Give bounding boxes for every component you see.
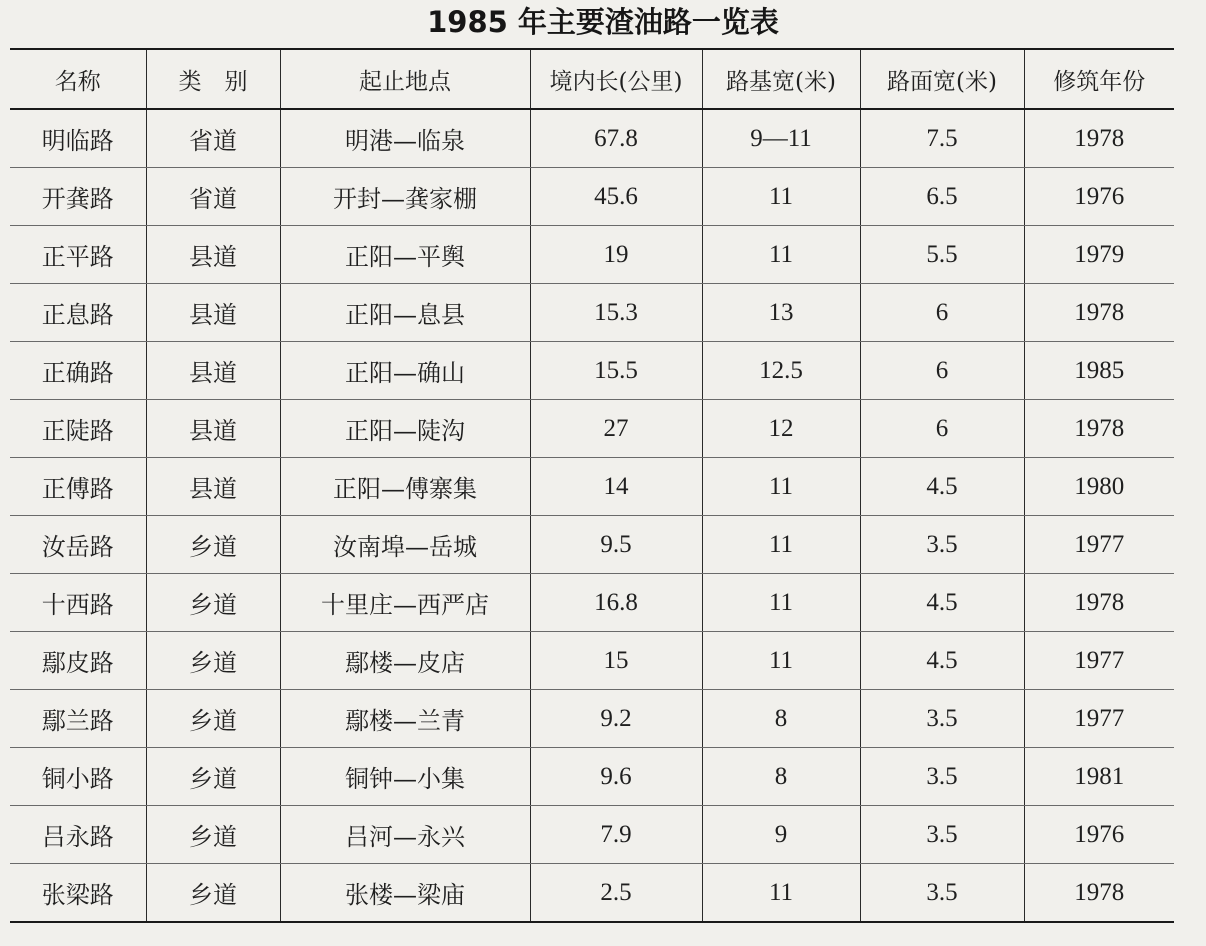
category-cell: 省道	[146, 109, 280, 168]
category-cell: 乡道	[146, 806, 280, 864]
route-cell: 正阳—傅寨集	[280, 458, 530, 516]
pavement-width-cell: 5.5	[860, 226, 1024, 284]
column-header-pavement-width: 路面宽(米)	[860, 49, 1024, 109]
category-cell: 乡道	[146, 574, 280, 632]
road-name-cell: 正傅路	[10, 458, 146, 516]
roadbed-width-cell: 11	[702, 864, 860, 923]
length-cell: 67.8	[530, 109, 702, 168]
table-row	[10, 864, 1174, 923]
column-header-roadbed-width: 路基宽(米)	[702, 49, 860, 109]
year-cell: 1978	[1024, 109, 1174, 168]
roadbed-width-cell: 11	[702, 632, 860, 690]
roadbed-width-cell: 11	[702, 574, 860, 632]
table-row	[10, 342, 1174, 400]
route-cell: 正阳—平舆	[280, 226, 530, 284]
route-cell: 十里庄—西严店	[280, 574, 530, 632]
road-name-cell: 正陡路	[10, 400, 146, 458]
category-cell: 县道	[146, 400, 280, 458]
road-name-cell: 正确路	[10, 342, 146, 400]
road-name-cell: 十西路	[10, 574, 146, 632]
length-cell: 14	[530, 458, 702, 516]
road-name-cell: 吕永路	[10, 806, 146, 864]
year-cell: 1976	[1024, 806, 1174, 864]
pavement-width-cell: 4.5	[860, 574, 1024, 632]
category-cell: 县道	[146, 342, 280, 400]
roadbed-width-cell: 11	[702, 226, 860, 284]
table-row	[10, 748, 1174, 806]
pavement-width-cell: 7.5	[860, 109, 1024, 168]
road-name-cell: 张梁路	[10, 864, 146, 923]
length-cell: 19	[530, 226, 702, 284]
route-cell: 张楼—梁庙	[280, 864, 530, 923]
route-cell: 铜钟—小集	[280, 748, 530, 806]
roadbed-width-cell: 11	[702, 516, 860, 574]
route-cell: 鄢楼—皮店	[280, 632, 530, 690]
category-cell: 乡道	[146, 864, 280, 923]
year-cell: 1981	[1024, 748, 1174, 806]
pavement-width-cell: 3.5	[860, 806, 1024, 864]
year-cell: 1978	[1024, 400, 1174, 458]
year-cell: 1977	[1024, 516, 1174, 574]
length-cell: 9.6	[530, 748, 702, 806]
road-name-cell: 汝岳路	[10, 516, 146, 574]
pavement-width-cell: 3.5	[860, 864, 1024, 923]
roadbed-width-cell: 12.5	[702, 342, 860, 400]
category-cell: 省道	[146, 168, 280, 226]
table-body	[10, 109, 1174, 922]
road-name-cell: 鄢兰路	[10, 690, 146, 748]
year-cell: 1978	[1024, 864, 1174, 923]
year-cell: 1985	[1024, 342, 1174, 400]
roads-table	[10, 48, 1174, 923]
length-cell: 2.5	[530, 864, 702, 923]
roadbed-width-cell: 8	[702, 748, 860, 806]
route-cell: 正阳—息县	[280, 284, 530, 342]
year-cell: 1977	[1024, 690, 1174, 748]
pavement-width-cell: 6.5	[860, 168, 1024, 226]
length-cell: 9.5	[530, 516, 702, 574]
pavement-width-cell: 4.5	[860, 458, 1024, 516]
category-cell: 县道	[146, 284, 280, 342]
route-cell: 正阳—确山	[280, 342, 530, 400]
pavement-width-cell: 6	[860, 284, 1024, 342]
route-cell: 汝南埠—岳城	[280, 516, 530, 574]
table-row	[10, 632, 1174, 690]
length-cell: 45.6	[530, 168, 702, 226]
table-row	[10, 516, 1174, 574]
roadbed-width-cell: 9	[702, 806, 860, 864]
table-row	[10, 690, 1174, 748]
column-header-year: 修筑年份	[1024, 49, 1174, 109]
column-header-name: 名称	[10, 49, 146, 109]
route-cell: 开封—龚家棚	[280, 168, 530, 226]
pavement-width-cell: 6	[860, 342, 1024, 400]
route-cell: 正阳—陡沟	[280, 400, 530, 458]
year-cell: 1978	[1024, 284, 1174, 342]
category-cell: 乡道	[146, 516, 280, 574]
length-cell: 15.5	[530, 342, 702, 400]
road-name-cell: 铜小路	[10, 748, 146, 806]
length-cell: 16.8	[530, 574, 702, 632]
category-cell: 乡道	[146, 690, 280, 748]
year-cell: 1976	[1024, 168, 1174, 226]
pavement-width-cell: 6	[860, 400, 1024, 458]
header-row	[10, 49, 1174, 109]
year-cell: 1980	[1024, 458, 1174, 516]
road-name-cell: 正平路	[10, 226, 146, 284]
road-name-cell: 开龚路	[10, 168, 146, 226]
year-cell: 1979	[1024, 226, 1174, 284]
category-cell: 县道	[146, 226, 280, 284]
road-name-cell: 正息路	[10, 284, 146, 342]
pavement-width-cell: 3.5	[860, 516, 1024, 574]
length-cell: 9.2	[530, 690, 702, 748]
table-row	[10, 400, 1174, 458]
table-row	[10, 574, 1174, 632]
length-cell: 27	[530, 400, 702, 458]
year-cell: 1978	[1024, 574, 1174, 632]
table-row	[10, 806, 1174, 864]
category-cell: 乡道	[146, 632, 280, 690]
table-row	[10, 168, 1174, 226]
route-cell: 明港—临泉	[280, 109, 530, 168]
pavement-width-cell: 3.5	[860, 690, 1024, 748]
pavement-width-cell: 3.5	[860, 748, 1024, 806]
roadbed-width-cell: 9—11	[702, 109, 860, 168]
roadbed-width-cell: 13	[702, 284, 860, 342]
year-cell: 1977	[1024, 632, 1174, 690]
roadbed-width-cell: 11	[702, 168, 860, 226]
roadbed-width-cell: 11	[702, 458, 860, 516]
table-title: 1985 年主要渣油路一览表	[427, 5, 779, 39]
column-header-category: 类 别	[146, 49, 280, 109]
road-name-cell: 明临路	[10, 109, 146, 168]
category-cell: 县道	[146, 458, 280, 516]
roadbed-width-cell: 12	[702, 400, 860, 458]
table-row	[10, 458, 1174, 516]
length-cell: 15	[530, 632, 702, 690]
table-row	[10, 226, 1174, 284]
route-cell: 吕河—永兴	[280, 806, 530, 864]
road-name-cell: 鄢皮路	[10, 632, 146, 690]
route-cell: 鄢楼—兰青	[280, 690, 530, 748]
column-header-length: 境内长(公里)	[530, 49, 702, 109]
length-cell: 15.3	[530, 284, 702, 342]
length-cell: 7.9	[530, 806, 702, 864]
table-row	[10, 284, 1174, 342]
category-cell: 乡道	[146, 748, 280, 806]
pavement-width-cell: 4.5	[860, 632, 1024, 690]
roadbed-width-cell: 8	[702, 690, 860, 748]
table-row	[10, 109, 1174, 168]
column-header-route: 起止地点	[280, 49, 530, 109]
